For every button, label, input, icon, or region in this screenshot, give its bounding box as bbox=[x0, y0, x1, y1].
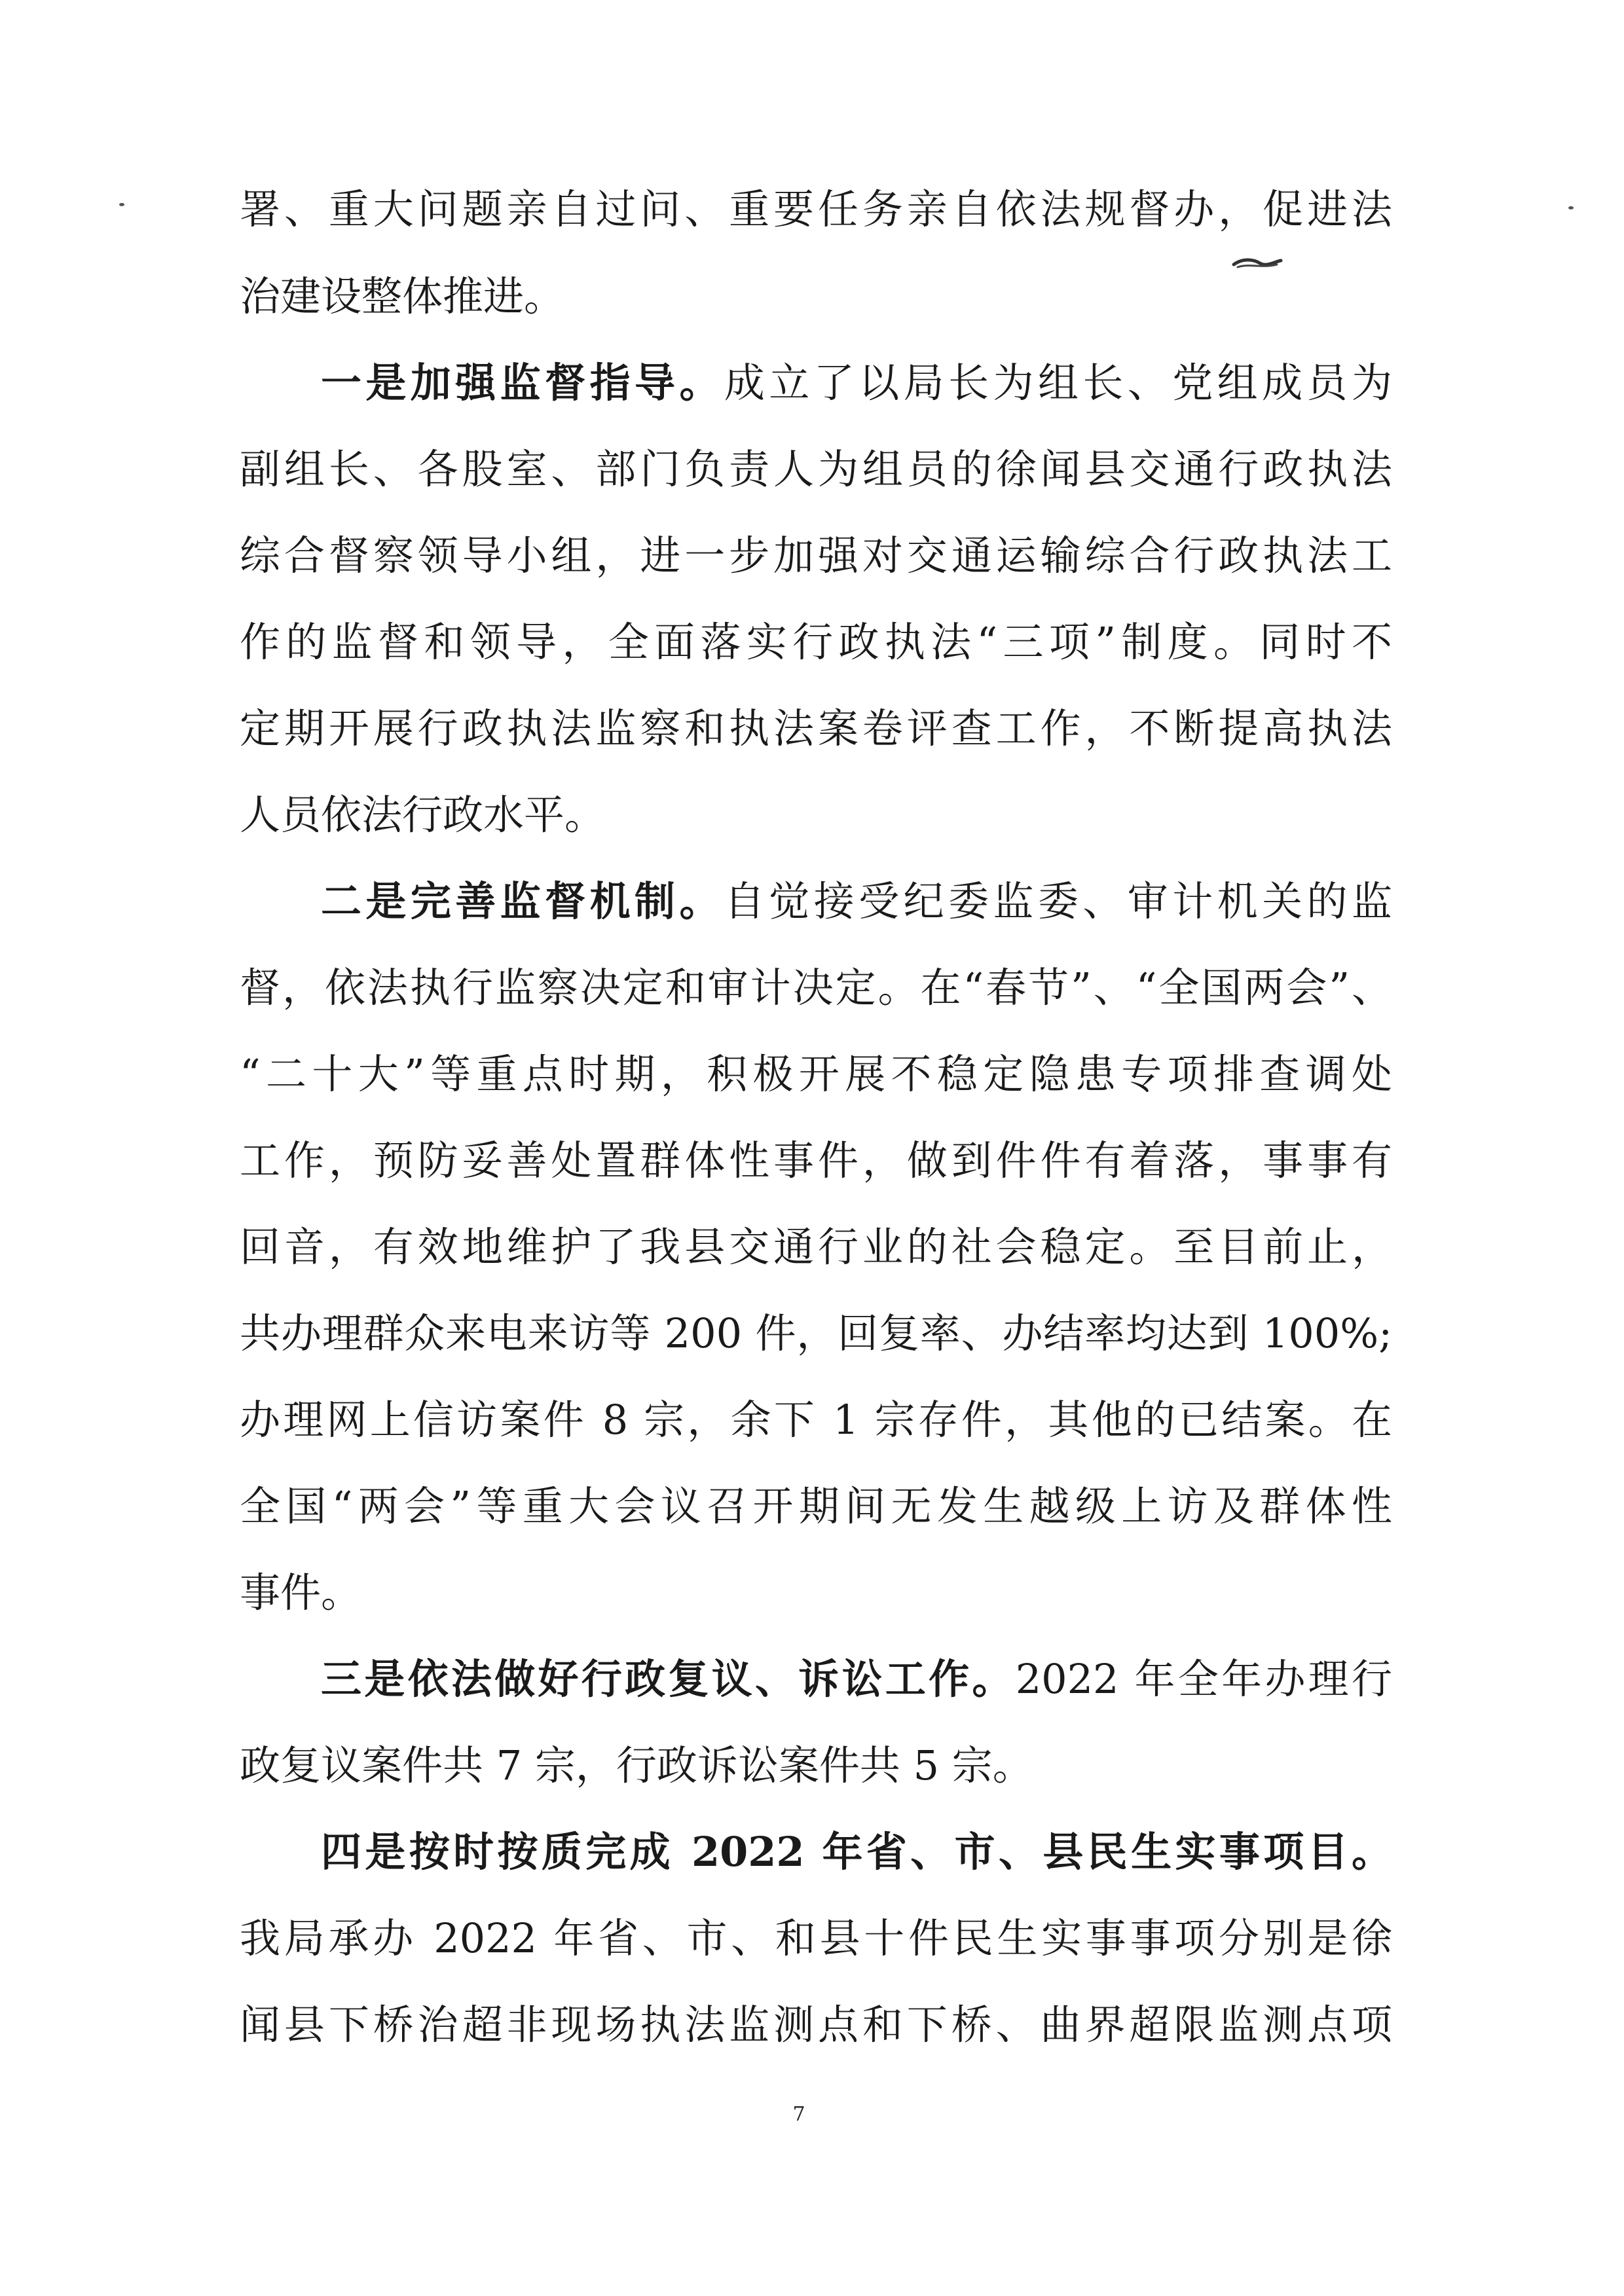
paragraph-2-line-5: 定期开展行政执法监察和执法案卷评查工作，不断提高执法 bbox=[240, 704, 1392, 752]
paragraph-5-heading: 四是按时按质完成 2022 年省、市、县民生实事项目。 bbox=[321, 1828, 1392, 1876]
paragraph-3-line-9: 事件。 bbox=[240, 1569, 362, 1616]
paragraph-3-line-7: 办理网上信访案件 8 宗，余下 1 宗存件，其他的已结案。在 bbox=[240, 1396, 1392, 1444]
paragraph-2-text: 成立了以局长为组长、党组成员为 bbox=[724, 359, 1392, 407]
paragraph-2-heading: 一是加强监督指导。 bbox=[321, 359, 724, 407]
page-number: 7 bbox=[792, 2103, 805, 2126]
paragraph-5-line-1 bbox=[321, 1821, 1392, 1884]
paragraph-3-line-3: “二十大”等重点时期，积极开展不稳定隐患专项排查调处 bbox=[240, 1050, 1392, 1098]
paragraph-3-line-5: 回音，有效地维护了我县交通行业的社会稳定。至目前止， bbox=[240, 1223, 1392, 1271]
scan-speck bbox=[119, 203, 124, 206]
paragraph-4-line-2: 政复议案件共 7 宗，行政诉讼案件共 5 宗。 bbox=[240, 1741, 1033, 1789]
paragraph-2-line-2: 副组长、各股室、部门负责人为组员的徐闻县交通行政执法 bbox=[240, 445, 1392, 493]
paragraph-5-line-2: 我局承办 2022 年省、市、和县十件民生实事事项分别是徐 bbox=[240, 1914, 1392, 1962]
paragraph-3-heading: 二是完善监督机制。 bbox=[321, 877, 724, 925]
paragraph-2-line-4: 作的监督和领导，全面落实行政执法“三项”制度。同时不 bbox=[240, 618, 1392, 666]
paragraph-3-line-4: 工作，预防妥善处置群体性事件，做到件件有着落，事事有 bbox=[240, 1137, 1392, 1184]
paragraph-4-text: 2022 年全年办理行 bbox=[1015, 1655, 1392, 1703]
paragraph-2-line-6: 人员依法行政水平。 bbox=[240, 791, 606, 839]
scan-speck bbox=[1568, 206, 1574, 210]
paragraph-3-line-6: 共办理群众来电来访等 200 件，回复率、办结率均达到 100%; bbox=[240, 1309, 1392, 1357]
paragraph-3-line-1 bbox=[321, 870, 1392, 933]
paragraph-3-line-8: 全国“两会”等重大会议召开期间无发生越级上访及群体性 bbox=[240, 1482, 1392, 1530]
paragraph-3-text: 自觉接受纪委监委、审计机关的监 bbox=[724, 877, 1392, 925]
paragraph-4-line-1 bbox=[321, 1648, 1392, 1711]
paragraph-4-heading: 三是依法做好行政复议、诉讼工作。 bbox=[321, 1655, 1016, 1703]
paragraph-1-line-2: 治建设整体推进。 bbox=[240, 272, 565, 320]
paragraph-3-line-2: 督，依法执行监察决定和审计决定。在“春节”、“全国两会”、 bbox=[240, 964, 1392, 1011]
paragraph-2-line-1 bbox=[321, 352, 1392, 414]
paragraph-5-line-3: 闻县下桥治超非现场执法监测点和下桥、曲界超限监测点项 bbox=[240, 2001, 1392, 2049]
paragraph-1-line-1: 署、重大问题亲自过问、重要任务亲自依法规督办，促进法 bbox=[240, 185, 1392, 233]
paragraph-2-line-3: 综合督察领导小组，进一步加强对交通运输综合行政执法工 bbox=[240, 532, 1392, 579]
